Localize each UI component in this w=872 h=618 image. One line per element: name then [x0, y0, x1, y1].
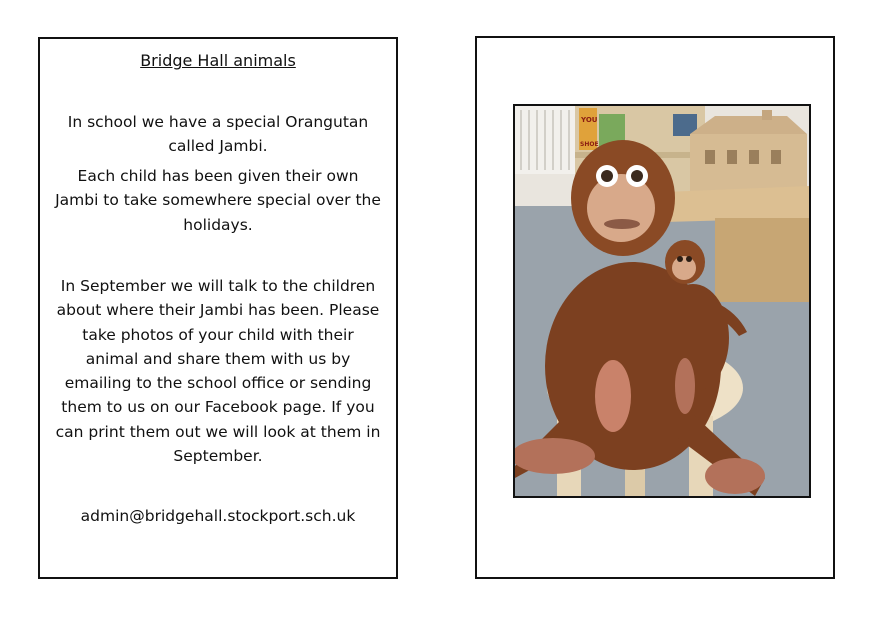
intro-paragraph: In school we have a special Orangutan called Jambi. [67, 113, 369, 156]
toy-house [690, 110, 807, 194]
book-spine-text-1: YOU [581, 116, 598, 124]
holiday-paragraph: Each child has been given their own Jambi to take somewhere special over the holidays. [55, 167, 381, 234]
photo-card [475, 36, 835, 579]
contact-email: admin@bridgehall.stockport.sch.uk [80, 507, 356, 525]
card-title: Bridge Hall animals [140, 51, 296, 70]
september-paragraph: In September we will talk to the children about where their Jambi has been. Please take photos of your child with their animal and share them with us by emailing to the school office or sending them to us on our Facebook page. If you can print them out we will look at them in September. [55, 277, 381, 466]
radiator [515, 106, 575, 174]
book-spine-text-2: SHOE [580, 141, 599, 148]
orangutan-photo [513, 104, 811, 498]
info-card [38, 37, 398, 579]
